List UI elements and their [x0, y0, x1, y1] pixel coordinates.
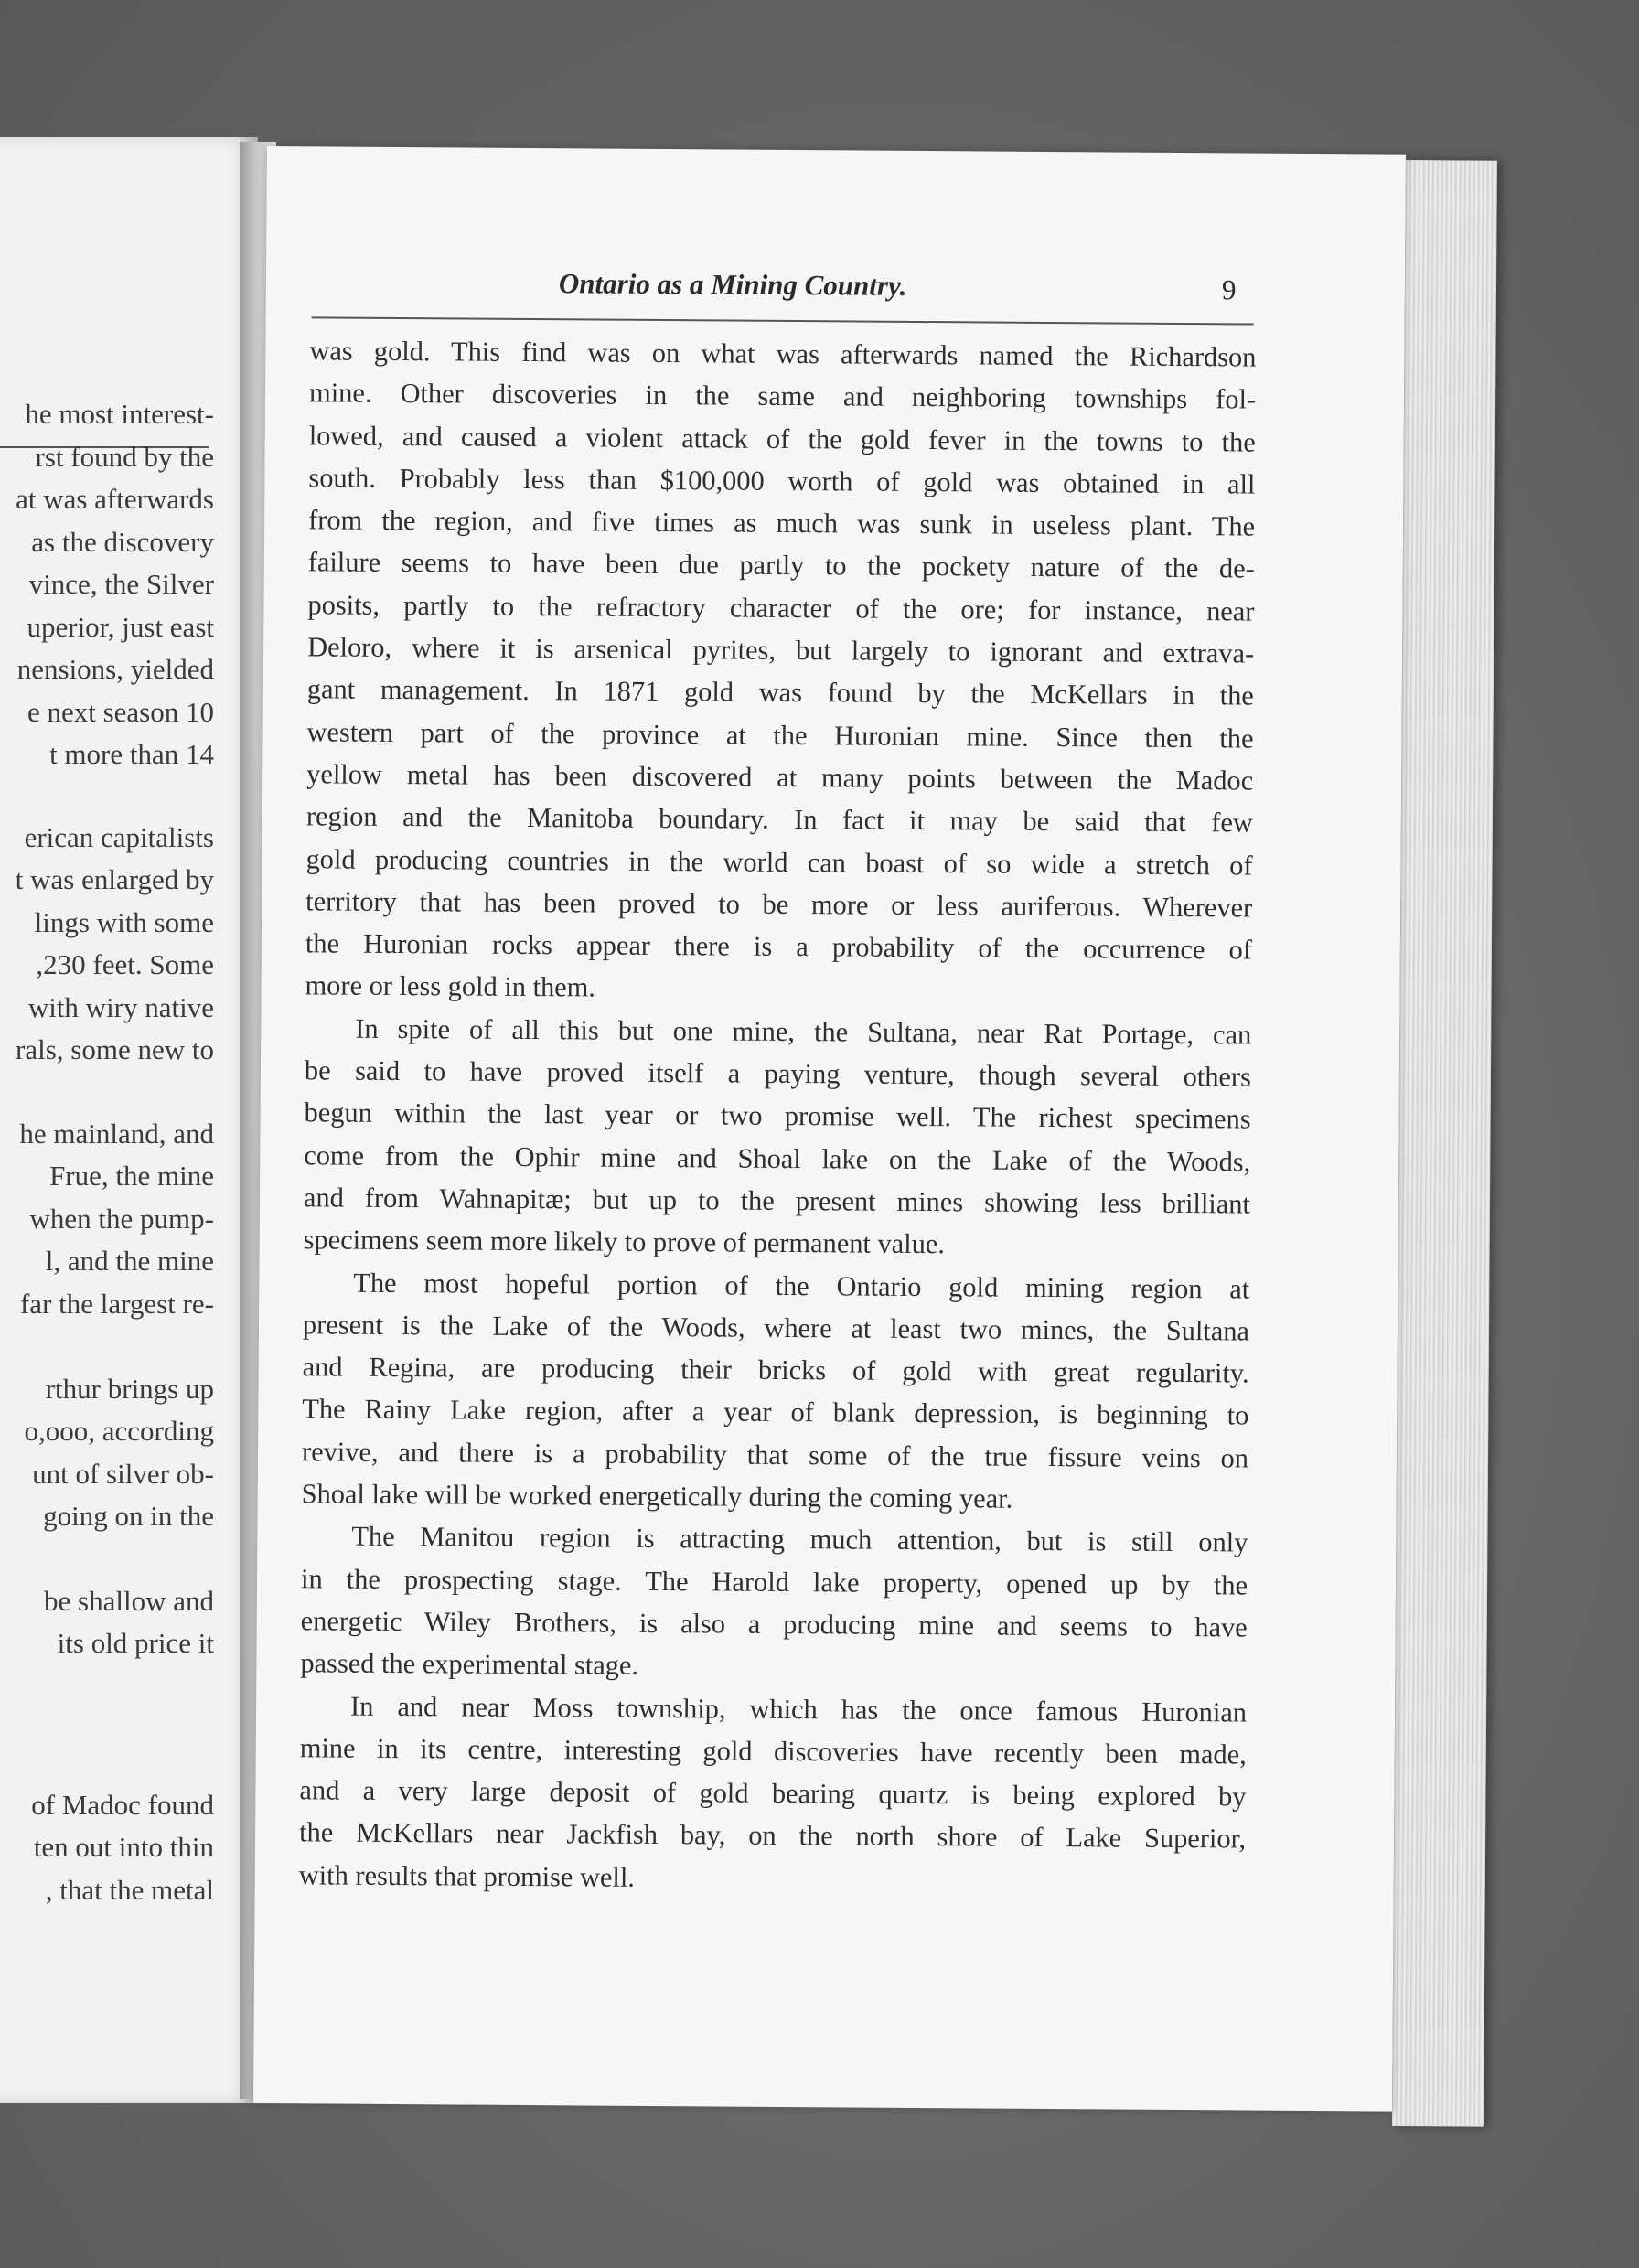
- text-line: the McKellars near Jackfish bay, on the north shore of Lake Superior,: [299, 1816, 1247, 1855]
- text-line: be said to have proved itself a paying venture, though several others: [304, 1054, 1252, 1093]
- text-line: western part of the province at the Huronian mine. Since then the: [306, 715, 1254, 754]
- left-page-line: t more than 14: [49, 738, 214, 770]
- left-page-line: he mainland, and: [19, 1118, 214, 1150]
- text-line: The most hopeful portion of the Ontario gold mining region at: [353, 1267, 1250, 1305]
- text-line: gold producing countries in the world can boast of so wide a stretch of: [305, 842, 1253, 882]
- left-page-line: of Madoc found: [31, 1789, 214, 1821]
- left-page-line: its old price it: [57, 1627, 214, 1659]
- paragraph: [305, 329, 1256, 1013]
- text-line: revive, and there is a probability that some of the true fissure veins on: [301, 1436, 1249, 1474]
- text-line: specimens seem more likely to prove of permanent value.: [303, 1224, 946, 1260]
- left-page-line: rals, some new to: [16, 1033, 214, 1065]
- page-edge-stack: [1392, 160, 1497, 2127]
- left-page-line: with wiry native: [27, 991, 214, 1023]
- left-page-line: vince, the Silver: [28, 568, 214, 600]
- text-line: and Regina, are producing their bricks of gold with great regularity.: [302, 1351, 1249, 1389]
- text-line: The Manitou region is attracting much attention, but is still only: [351, 1520, 1248, 1558]
- text-line: lowed, and caused a violent attack of the gold fever in the towns to the: [308, 419, 1256, 458]
- page-number: 9: [1221, 273, 1237, 306]
- right-page: [253, 146, 1406, 2112]
- left-page-line: as the discovery: [31, 526, 214, 558]
- text-line: posits, partly to the refractory character of the ore; for instance, near: [307, 589, 1255, 627]
- text-line: with results that promise well.: [298, 1858, 636, 1893]
- left-page-line: rst found by the: [35, 441, 214, 473]
- text-line: Deloro, where it is arsenical pyrites, but largely to ignorant and extrava-: [307, 631, 1255, 669]
- text-line: In and near Moss township, which has the once famous Huronian: [349, 1690, 1248, 1728]
- text-line: gant management. In 1871 gold was found by the McKellars in the: [306, 673, 1254, 711]
- text-line: energetic Wiley Brothers, is also a producing mine and seems to have: [300, 1605, 1248, 1643]
- left-page-line: Frue, the mine: [49, 1160, 214, 1192]
- left-page-line: be shallow and: [44, 1585, 214, 1617]
- text-line: failure seems to have been due partly to the pockety nature of the de-: [307, 546, 1255, 585]
- left-facing-page: [0, 137, 258, 2103]
- left-page-line: o,ooo, according: [24, 1415, 214, 1447]
- left-page-line: erican capitalists: [24, 821, 214, 853]
- text-line: in the prospecting stage. The Harold lake property, opened up by the: [300, 1562, 1248, 1601]
- left-page-line: nensions, yielded: [16, 653, 214, 685]
- paragraph: [299, 1685, 1248, 1903]
- left-page-line: unt of silver ob-: [32, 1458, 214, 1490]
- text-line: present is the Lake of the Woods, where at least two mines, the Sultana: [302, 1309, 1250, 1347]
- paragraph: [302, 1261, 1250, 1522]
- text-line: mine. Other discoveries in the same and neighboring townships fol-: [309, 377, 1257, 415]
- text-line: Shoal lake will be worked energetically during the coming year.: [301, 1478, 1013, 1514]
- text-line: was gold. This find was on what was afterwards named the Richardson: [309, 335, 1257, 373]
- text-line: region and the Manitoba boundary. In fact it may be said that few: [305, 800, 1253, 839]
- body-text: [299, 329, 1257, 1902]
- text-line: passed the experimental stage.: [300, 1647, 639, 1682]
- text-line: yellow metal has been discovered at many points between the Madoc: [306, 758, 1254, 797]
- header-rule: [312, 316, 1254, 325]
- paragraph: [300, 1515, 1248, 1691]
- left-page-line: he most interest-: [25, 398, 214, 430]
- left-page-line: rthur brings up: [45, 1373, 214, 1405]
- left-page-line: when the pump-: [29, 1203, 214, 1235]
- left-page-line: l, and the mine: [45, 1245, 214, 1277]
- left-page-line: e next season 10: [27, 696, 214, 728]
- left-page-line: far the largest re-: [19, 1288, 214, 1320]
- text-line: and from Wahnapitæ; but up to the present mines showing less brilliant: [303, 1182, 1251, 1220]
- text-line: mine in its centre, interesting gold discoveries have recently been made,: [299, 1732, 1247, 1771]
- text-line: come from the Ophir mine and Shoal lake on the Lake of the Woods,: [304, 1139, 1251, 1178]
- left-page-line: , that the metal: [45, 1874, 214, 1906]
- text-line: begun within the last year or two promise well. The richest specimens: [304, 1097, 1251, 1135]
- paragraph: [303, 1007, 1251, 1268]
- left-page-line: going on in the: [43, 1500, 214, 1532]
- text-line: territory that has been proved to be more or less auriferous. Wherever: [305, 885, 1253, 924]
- left-page-line: t was enlarged by: [15, 863, 214, 895]
- left-page-line: lings with some: [34, 906, 214, 938]
- text-line: south. Probably less than $100,000 worth of gold was obtained in all: [308, 462, 1256, 500]
- text-line: In spite of all this but one mine, the Sultana, near Rat Portage, can: [355, 1012, 1252, 1051]
- left-page-line: ,230 feet. Some: [36, 948, 214, 980]
- text-line: from the region, and five times as much was sunk in useless plant. The: [308, 504, 1256, 542]
- running-title: Ontario as a Mining Country.: [558, 267, 907, 302]
- text-line: The Rainy Lake region, after a year of blank depression, is beginning to: [302, 1393, 1249, 1431]
- text-line: and a very large deposit of gold bearing quartz is being explored by: [299, 1774, 1247, 1813]
- text-line: more or less gold in them.: [305, 969, 596, 1003]
- left-page-line: at was afterwards: [16, 483, 214, 515]
- left-page-line: ten out into thin: [33, 1831, 214, 1863]
- text-line: the Huronian rocks appear there is a probability of the occurrence of: [305, 927, 1252, 966]
- left-page-line: uperior, just east: [27, 611, 214, 643]
- page-header: [266, 265, 1245, 317]
